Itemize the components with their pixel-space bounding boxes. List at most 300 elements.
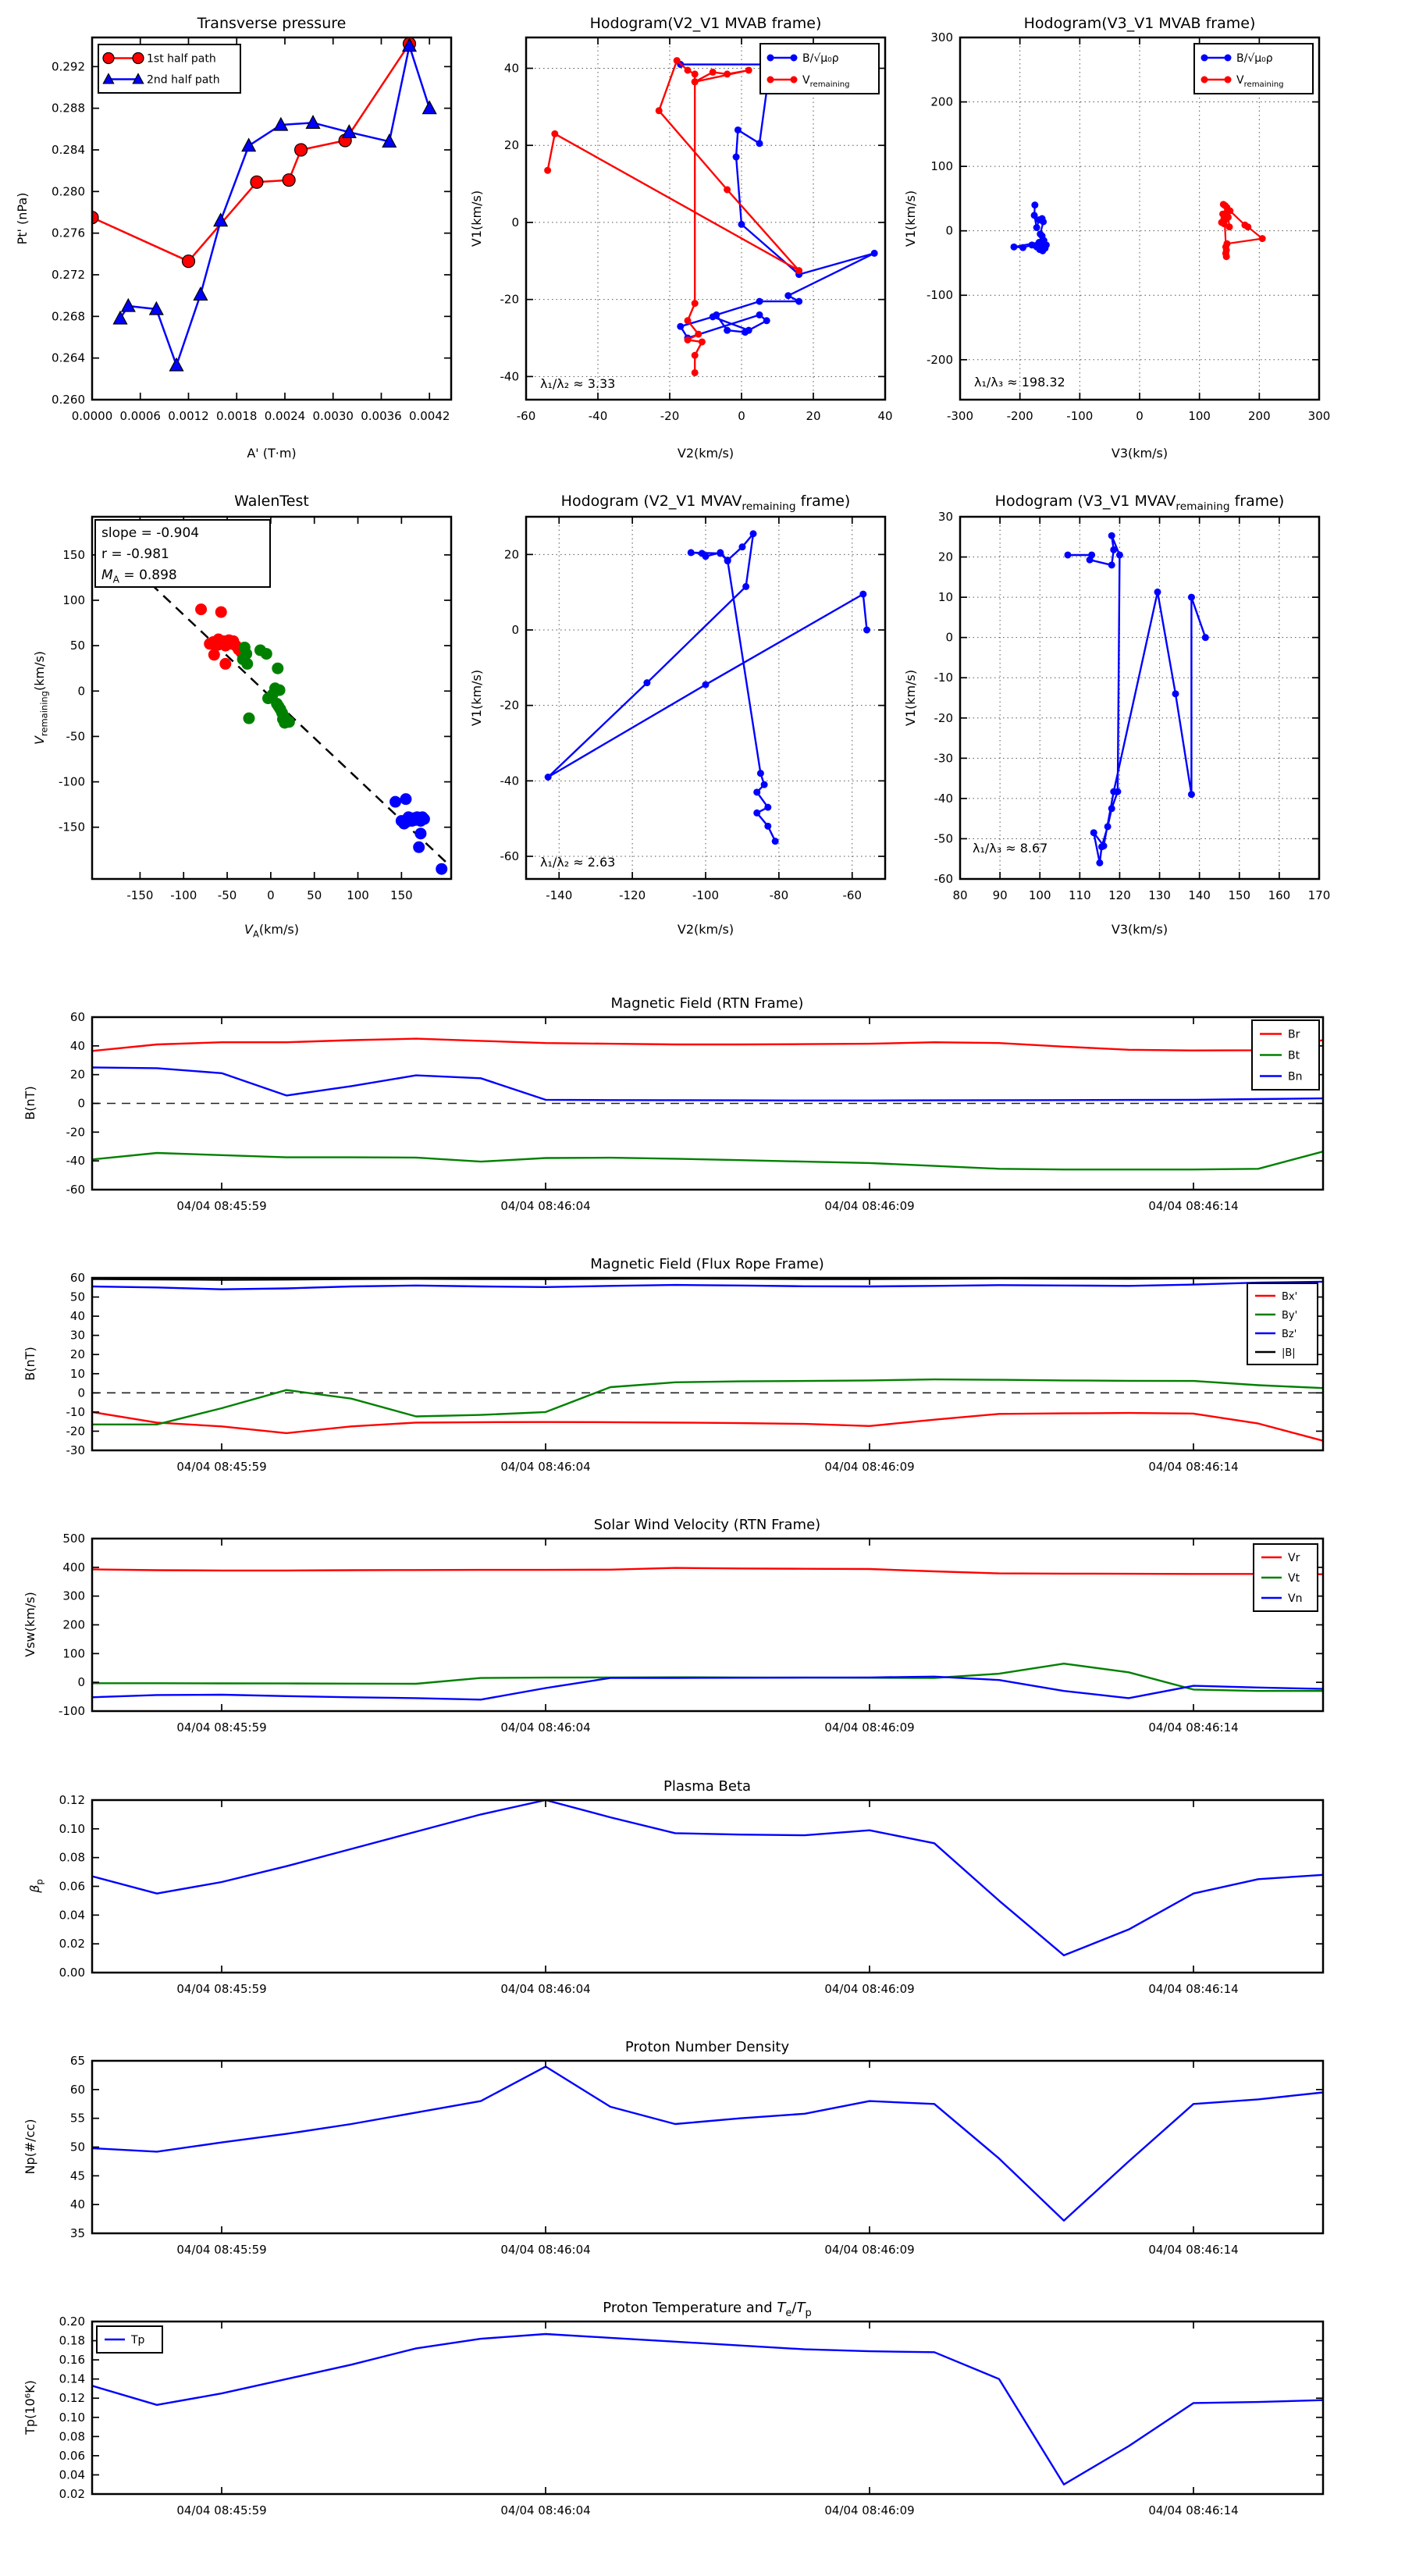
legend [1247, 1283, 1318, 1364]
y-tick-label: -40 [66, 1154, 85, 1169]
y-tick-label: 100 [930, 159, 953, 174]
point-marker [295, 144, 308, 156]
y-axis-label: B(nT) [23, 1086, 37, 1120]
panel-title: Hodogram (V2_V1 $MVAV_{remaining}$ frame) [560, 493, 851, 514]
x-tick-label: 0.0012 [168, 409, 209, 423]
panel-magnetic-field-flux-rope [23, 1256, 1323, 1474]
y-tick-label: -200 [926, 352, 953, 367]
point-marker [1188, 791, 1195, 798]
point-marker [243, 713, 254, 724]
panel-walen-test [32, 493, 451, 939]
y-axis-label: Tp(10⁶K) [23, 2380, 37, 2435]
point-marker [757, 770, 764, 777]
x-axis-label: A' (T·m) [247, 446, 297, 461]
y-tick-label: 0.02 [59, 2487, 85, 2501]
x-tick-label: 50 [307, 888, 322, 902]
point-marker [544, 167, 551, 174]
legend-label: Br [1288, 1028, 1300, 1041]
panel-title: Proton Number Density [624, 2039, 790, 2055]
point-marker [738, 543, 745, 550]
annotation: λ₁/λ₃ ≈ 198.32 [974, 375, 1065, 390]
y-tick-label: 40 [503, 61, 519, 76]
point-marker [1154, 589, 1161, 596]
y-tick-label: -20 [66, 1125, 85, 1140]
series-br [92, 1039, 1323, 1051]
point-marker [859, 591, 866, 598]
y-axis-label: V1(km/s) [469, 669, 484, 727]
panel-solar-wind-velocity [23, 1517, 1323, 1735]
x-tick-label: 0.0000 [71, 409, 113, 423]
y-tick-label: 0.06 [59, 1879, 85, 1894]
legend [760, 44, 879, 94]
y-tick-label: -40 [934, 791, 953, 806]
x-tick-label: 04/04 08:46:09 [824, 1199, 915, 1213]
series-group [92, 1278, 1323, 1441]
series-bx-prime [92, 1412, 1323, 1441]
x-tick-label: 150 [390, 888, 413, 902]
series-second-half-path [120, 46, 429, 365]
point-marker [1040, 219, 1047, 226]
x-tick-label: -300 [946, 409, 974, 423]
point-marker [219, 658, 231, 670]
legend [97, 2326, 162, 2353]
y-tick-label: 0 [77, 1096, 85, 1111]
y-tick-label: 0.10 [59, 1821, 85, 1836]
y-axis-label: Vsw(km/s) [23, 1592, 37, 1657]
x-tick-label: 04/04 08:45:59 [176, 1199, 267, 1213]
y-tick-label: -60 [66, 1183, 85, 1197]
point-marker [215, 607, 227, 618]
x-axis-label: $V_A(km/s)$ [244, 922, 299, 940]
point-marker [1104, 823, 1112, 830]
x-tick-label: -200 [1006, 409, 1033, 423]
legend-label: Vt [1288, 1572, 1300, 1585]
y-axis-label: Np(#/cc) [23, 2119, 37, 2175]
legend-label: B/√μ₀ρ [802, 52, 839, 65]
y-tick-label: -20 [500, 292, 519, 307]
y-tick-label: 0.264 [52, 350, 85, 365]
point-marker [103, 53, 114, 64]
x-tick-label: 04/04 08:46:04 [500, 1460, 591, 1474]
legend-label: Bx' [1282, 1291, 1298, 1303]
x-tick-label: 04/04 08:45:59 [176, 2503, 267, 2517]
series-bz-prime [92, 1282, 1323, 1290]
point-marker [724, 557, 731, 564]
point-marker [753, 809, 760, 817]
y-tick-label: 300 [930, 30, 953, 44]
y-tick-label: 0 [945, 630, 953, 645]
point-marker [241, 658, 253, 670]
point-marker [1188, 594, 1195, 601]
panel-hodogram-v2v1-mvab [469, 15, 893, 461]
triangle-marker [242, 139, 255, 151]
point-marker [1110, 788, 1117, 795]
y-tick-label: 0.20 [59, 2314, 85, 2329]
point-marker [414, 827, 426, 839]
point-marker [1110, 546, 1117, 553]
y-tick-label: 400 [62, 1560, 85, 1574]
x-tick-label: 0 [267, 888, 275, 902]
point-marker [1011, 244, 1018, 251]
x-tick-label: 04/04 08:46:04 [500, 2243, 591, 2257]
point-marker [1090, 829, 1097, 836]
y-tick-label: 0.292 [52, 59, 85, 74]
x-tick-label: 170 [1307, 888, 1331, 902]
series-group [544, 57, 878, 376]
y-tick-label: 0.02 [59, 1937, 85, 1952]
point-marker [688, 549, 695, 556]
x-tick-label: 160 [1268, 888, 1291, 902]
point-marker [1096, 859, 1103, 866]
series-v-remaining [548, 61, 799, 373]
point-marker [745, 327, 752, 334]
panel-title: Hodogram(V3_V1 MVAB frame) [1023, 15, 1256, 32]
y-tick-label: -30 [66, 1443, 85, 1457]
y-tick-label: -100 [58, 1704, 85, 1718]
y-tick-label: 0.12 [59, 1793, 85, 1807]
point-marker [738, 221, 745, 228]
y-tick-label: 0.18 [59, 2333, 85, 2348]
y-tick-label: 65 [69, 2054, 85, 2068]
y-tick-label: 20 [503, 547, 519, 562]
point-marker [1172, 690, 1179, 697]
x-tick-label: 04/04 08:46:04 [500, 1199, 591, 1213]
point-marker [413, 841, 425, 853]
point-marker [1040, 237, 1048, 244]
point-marker [871, 250, 878, 257]
x-tick-label: 100 [1028, 888, 1051, 902]
y-tick-label: -100 [58, 774, 85, 789]
x-tick-label: 04/04 08:46:14 [1148, 1460, 1239, 1474]
x-tick-label: 04/04 08:45:59 [176, 2243, 267, 2257]
y-tick-label: -20 [66, 1424, 85, 1439]
legend-label: 2nd half path [147, 73, 220, 87]
legend-label: Tp [131, 2334, 145, 2347]
point-marker [182, 255, 194, 268]
y-tick-label: 50 [69, 1290, 85, 1304]
y-tick-label: 0.284 [52, 143, 85, 157]
point-marker [767, 76, 774, 84]
x-tick-label: 0.0042 [408, 409, 450, 423]
y-tick-label: -30 [934, 751, 953, 766]
x-tick-label: 0.0036 [361, 409, 402, 423]
series-b-over-sqrt-mu0rho [681, 65, 874, 338]
series-vn [92, 1677, 1323, 1700]
point-marker [763, 317, 770, 324]
y-tick-label: 100 [62, 592, 85, 607]
y-tick-label: 55 [69, 2111, 85, 2126]
point-marker [1201, 76, 1208, 84]
series-beta-p [92, 1800, 1323, 1955]
legend-label: Bt [1288, 1049, 1300, 1062]
axes-frame [92, 2061, 1323, 2233]
triangle-marker [306, 116, 319, 128]
y-tick-label: 20 [69, 1067, 85, 1082]
point-marker [643, 679, 650, 686]
point-marker [756, 311, 763, 318]
y-axis-label: V1(km/s) [903, 190, 918, 247]
point-marker [692, 78, 699, 85]
x-tick-label: 04/04 08:45:59 [176, 1720, 267, 1735]
point-marker [692, 300, 699, 307]
panel-title: Solar Wind Velocity (RTN Frame) [593, 1517, 821, 1533]
annotation: λ₁/λ₂ ≈ 2.63 [540, 855, 616, 870]
y-tick-label: -10 [66, 1404, 85, 1419]
point-marker [545, 774, 552, 781]
point-marker [1065, 551, 1072, 558]
point-marker [863, 627, 870, 634]
point-marker [692, 70, 699, 77]
x-tick-label: -100 [170, 888, 197, 902]
y-tick-label: -100 [926, 288, 953, 303]
point-marker [1033, 224, 1040, 231]
y-tick-label: -60 [500, 849, 519, 863]
x-tick-label: 04/04 08:46:09 [824, 1460, 915, 1474]
point-marker [745, 66, 752, 73]
annotation: λ₁/λ₃ ≈ 8.67 [973, 841, 1048, 856]
point-marker [717, 550, 724, 557]
point-marker [1225, 76, 1232, 84]
point-marker [756, 298, 763, 305]
y-tick-label: 0.08 [59, 2429, 85, 2444]
point-marker [756, 140, 763, 147]
point-marker [702, 681, 710, 688]
series-group [92, 1800, 1323, 1955]
point-marker [772, 838, 779, 845]
y-tick-label: 60 [69, 1271, 85, 1285]
panel-title: WalenTest [234, 493, 309, 510]
y-axis-label: V1(km/s) [469, 190, 484, 247]
point-marker [764, 804, 771, 811]
x-tick-label: 04/04 08:46:14 [1148, 1199, 1239, 1213]
stats-line: $M_A = 0.898$ [101, 568, 177, 585]
triangle-marker [113, 311, 126, 324]
x-tick-label: 100 [1188, 409, 1211, 423]
point-marker [1226, 223, 1233, 230]
y-tick-label: 0.04 [59, 2467, 85, 2482]
x-tick-label: 20 [806, 409, 821, 423]
series-group [92, 2334, 1323, 2485]
point-marker [724, 70, 731, 77]
x-tick-label: 90 [992, 888, 1008, 902]
point-marker [133, 53, 144, 64]
point-marker [677, 323, 684, 330]
x-tick-label: 0.0030 [312, 409, 354, 423]
panel-title: Transverse pressure [197, 15, 347, 32]
x-tick-label: 04/04 08:46:14 [1148, 2503, 1239, 2517]
point-marker [1226, 208, 1233, 215]
y-tick-label: 30 [937, 510, 953, 524]
y-tick-label: 0.288 [52, 101, 85, 116]
y-tick-label: 0.16 [59, 2353, 85, 2368]
x-axis-label: V2(km/s) [677, 446, 735, 461]
panel-title: Magnetic Field (RTN Frame) [610, 995, 804, 1012]
y-tick-label: 35 [69, 2226, 85, 2240]
panel-title: Hodogram(V2_V1 MVAB frame) [589, 15, 822, 32]
x-tick-label: -100 [692, 888, 720, 902]
legend-label: $V_{remaining}$ [1236, 74, 1284, 89]
x-tick-label: 300 [1307, 409, 1331, 423]
point-marker [1108, 532, 1115, 539]
x-tick-label: 140 [1188, 888, 1211, 902]
y-tick-label: 0.06 [59, 2448, 85, 2463]
y-tick-label: 300 [62, 1589, 85, 1603]
x-tick-label: -140 [546, 888, 573, 902]
panel-title: Plasma Beta [663, 1778, 752, 1795]
point-marker [1019, 244, 1026, 251]
point-marker [1225, 214, 1232, 221]
panel-hodogram-v3v1-mvav [903, 493, 1330, 937]
y-axis-label: $V_{remaining}(km/s)$ [32, 650, 50, 745]
y-tick-label: -50 [66, 729, 85, 744]
panel-hodogram-v3v1-mvab [903, 15, 1330, 461]
point-marker [733, 154, 740, 161]
legend-label: Vn [1288, 1592, 1303, 1605]
panel-hodogram-v2v1-mvav [469, 493, 885, 937]
y-tick-label: 40 [69, 1309, 85, 1324]
x-tick-label: 200 [1248, 409, 1271, 423]
y-tick-label: 150 [62, 547, 85, 562]
y-tick-label: 20 [503, 138, 519, 153]
point-marker [795, 298, 802, 305]
y-tick-label: 0.00 [59, 1966, 85, 1980]
y-tick-label: 100 [62, 1646, 85, 1661]
panel-magnetic-field-rtn [23, 995, 1323, 1213]
stats-line: slope = -0.904 [101, 525, 200, 541]
x-tick-label: 04/04 08:46:09 [824, 2503, 915, 2517]
point-marker [685, 317, 692, 324]
axes-frame [960, 517, 1319, 879]
x-tick-label: 04/04 08:46:14 [1148, 2243, 1239, 2257]
point-marker [753, 788, 760, 795]
y-tick-label: 0.260 [52, 393, 85, 407]
y-tick-label: 200 [62, 1617, 85, 1632]
triangle-marker [170, 358, 183, 371]
point-marker [685, 336, 692, 343]
point-marker [389, 796, 401, 808]
panel-title: Magnetic Field (Flux Rope Frame) [590, 1256, 824, 1272]
x-tick-label: 130 [1148, 888, 1171, 902]
y-tick-label: -10 [934, 671, 953, 685]
point-marker [767, 55, 774, 62]
series-by-prime [92, 1379, 1323, 1425]
x-tick-label: -80 [769, 888, 789, 902]
y-tick-label: 0 [511, 623, 519, 637]
y-tick-label: 50 [69, 2140, 85, 2154]
legend [1252, 1020, 1319, 1090]
point-marker [272, 663, 283, 674]
x-tick-label: 04/04 08:46:09 [824, 2243, 915, 2257]
x-tick-label: 120 [1108, 888, 1131, 902]
x-tick-label: 04/04 08:46:04 [500, 1720, 591, 1735]
series-group [92, 1568, 1323, 1700]
y-tick-label: 0.14 [59, 2371, 85, 2386]
point-marker [735, 126, 742, 133]
x-tick-label: 0.0006 [119, 409, 161, 423]
legend-label: |B| [1282, 1347, 1296, 1359]
point-marker [261, 648, 272, 660]
legend-label: By' [1282, 1310, 1298, 1322]
panel-proton-temperature [23, 2300, 1323, 2517]
y-tick-label: 0.12 [59, 2391, 85, 2406]
x-tick-label: 40 [877, 409, 893, 423]
triangle-marker [423, 101, 436, 114]
x-tick-label: 80 [952, 888, 968, 902]
series-group [92, 2066, 1323, 2220]
point-marker [1223, 253, 1230, 260]
y-tick-label: -40 [500, 774, 519, 788]
series-np [92, 2066, 1323, 2220]
x-tick-label: -50 [217, 888, 237, 902]
x-axis-label: V3(km/s) [1111, 922, 1168, 937]
point-marker [784, 292, 791, 299]
point-marker [1259, 235, 1266, 242]
x-tick-label: 04/04 08:46:09 [824, 1982, 915, 1996]
point-marker [710, 69, 717, 76]
series-bt [92, 1151, 1323, 1169]
y-tick-label: 0.10 [59, 2410, 85, 2425]
triangle-marker [194, 287, 207, 300]
y-tick-label: -60 [934, 872, 953, 886]
x-tick-label: 04/04 08:46:04 [500, 1982, 591, 1996]
panel-title: Proton Temperature and $T_e/T_p$ [603, 2300, 812, 2319]
point-marker [750, 530, 757, 537]
y-tick-label: 0 [77, 1675, 85, 1690]
point-marker [1244, 223, 1251, 230]
point-marker [551, 130, 558, 137]
x-tick-label: 0.0024 [264, 409, 306, 423]
point-marker [761, 781, 768, 788]
series-group [92, 1039, 1323, 1170]
series-tp [92, 2334, 1323, 2485]
point-marker [1108, 805, 1115, 812]
legend-label: $V_{remaining}$ [802, 74, 850, 89]
point-marker [699, 550, 706, 557]
y-tick-label: 60 [69, 1010, 85, 1024]
y-tick-label: -20 [500, 698, 519, 713]
y-tick-label: 0 [77, 1386, 85, 1400]
axes-frame [92, 1278, 1323, 1450]
y-tick-label: 20 [937, 550, 953, 564]
point-marker [195, 603, 207, 615]
legend-label: B/√μ₀ρ [1236, 52, 1273, 65]
y-tick-label: 50 [69, 639, 85, 653]
y-tick-label: 30 [69, 1328, 85, 1343]
y-axis-label: B(nT) [23, 1347, 37, 1381]
x-tick-label: -60 [516, 409, 536, 423]
point-marker [674, 57, 681, 64]
legend [98, 44, 240, 93]
axes-frame [92, 2322, 1323, 2494]
point-marker [692, 352, 699, 359]
y-tick-label: 0 [77, 684, 85, 699]
axes-frame [92, 1800, 1323, 1973]
y-tick-label: 0.276 [52, 226, 85, 240]
x-tick-label: 0.0018 [215, 409, 258, 423]
y-tick-label: 20 [69, 1347, 85, 1362]
y-tick-label: 60 [69, 2082, 85, 2097]
x-tick-label: -100 [1066, 409, 1094, 423]
point-marker [1031, 201, 1038, 208]
legend [1194, 44, 1313, 94]
panel-proton-number-density [23, 2039, 1323, 2257]
point-marker [208, 649, 220, 660]
x-tick-label: -120 [619, 888, 646, 902]
y-tick-label: -50 [934, 831, 953, 846]
point-marker [283, 174, 295, 187]
panel-plasma-beta [27, 1778, 1323, 1996]
x-axis-label: V2(km/s) [677, 922, 735, 937]
